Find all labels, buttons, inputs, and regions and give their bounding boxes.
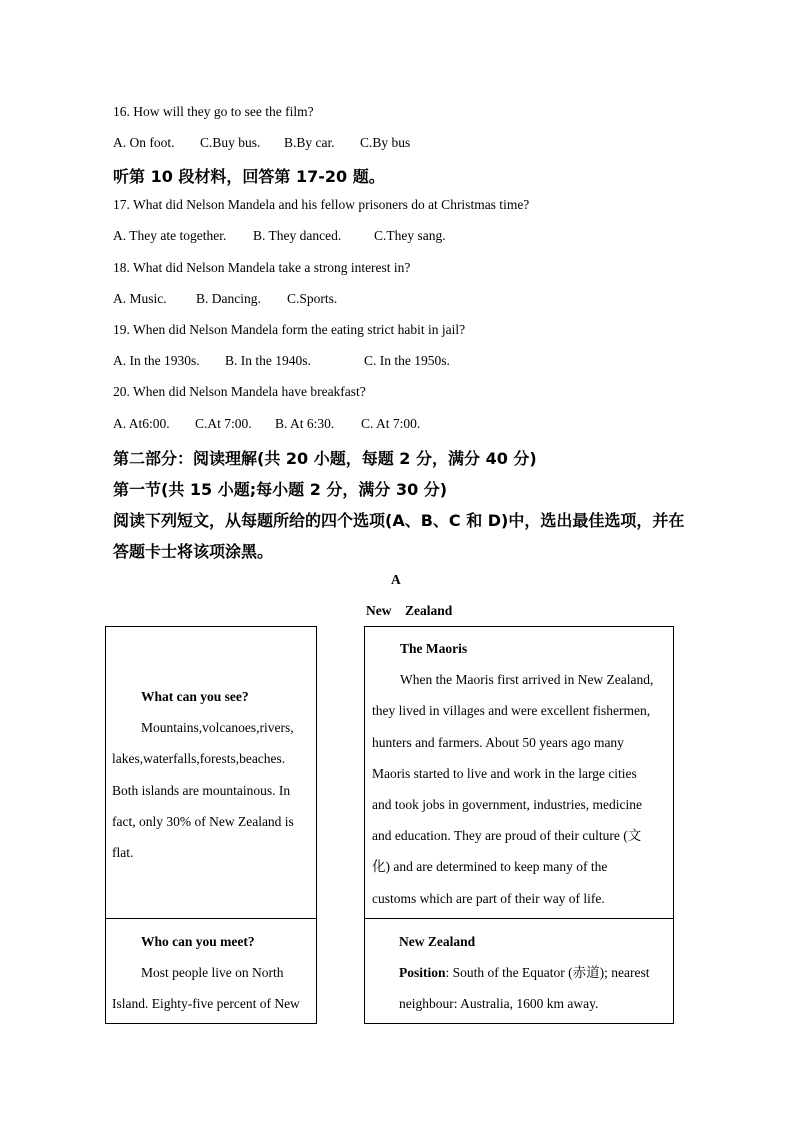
box-line: Both islands are mountainous. In bbox=[112, 782, 291, 798]
option: C.By bus bbox=[360, 135, 411, 150]
box-the-maoris bbox=[364, 626, 674, 919]
question-19: 19. When did Nelson Mandela form the eating strict habit in jail? bbox=[113, 322, 466, 337]
box-line: Most people live on North bbox=[141, 965, 284, 981]
box-line: lakes,waterfalls,forests,beaches. bbox=[112, 751, 286, 767]
instruction-line-2: 答题卡士将该项涂黑。 bbox=[113, 542, 274, 561]
box-line bbox=[399, 957, 673, 988]
passage-title: New Zealand bbox=[366, 603, 453, 618]
box-line: When the Maoris first arrived in New Zealand, bbox=[400, 672, 654, 688]
position-label: Position bbox=[399, 965, 446, 981]
box-line: they lived in villages and were excellent fishermen, bbox=[372, 703, 651, 719]
question-16: 16. How will they go to see the film? bbox=[113, 104, 314, 119]
question-20: 20. When did Nelson Mandela have breakfast? bbox=[113, 384, 366, 399]
box-line: Maoris started to live and work in the large cities bbox=[372, 765, 637, 781]
box-new-zealand bbox=[364, 918, 674, 1024]
option: C.They sang. bbox=[374, 228, 446, 243]
option: B. At 6:30. bbox=[275, 416, 335, 431]
box-line: fact, only 30% of New Zealand is bbox=[112, 813, 294, 829]
position-text: : South of the Equator (赤道); nearest bbox=[445, 965, 650, 981]
box-line: 化) and are determined to keep many of the bbox=[372, 859, 608, 875]
option: B. In the 1940s. bbox=[225, 353, 311, 368]
option: A. In the 1930s. bbox=[113, 353, 200, 368]
option: C.At 7:00. bbox=[195, 416, 252, 431]
option: A. At6:00. bbox=[113, 416, 170, 431]
section-heading-10: 听第 10 段材料，回答第 17-20 题。 bbox=[113, 167, 385, 186]
box-line: hunters and farmers. About 50 years ago many bbox=[372, 734, 624, 750]
box-line: neighbour: Australia, 1600 km away. bbox=[399, 996, 599, 1012]
instruction-line-1: 阅读下列短文，从每题所给的四个选项(A、B、C 和 D)中，选出最佳选项，并在 bbox=[113, 511, 685, 530]
option: C. At 7:00. bbox=[361, 416, 421, 431]
option: B.By car. bbox=[284, 135, 335, 150]
section1-heading: 第一节(共 15 小题;每小题 2 分，满分 30 分) bbox=[113, 480, 448, 499]
question-17: 17. What did Nelson Mandela and his fellow prisoners do at Christmas time? bbox=[113, 197, 530, 212]
option: A. They ate together. bbox=[113, 228, 227, 243]
box-line: Island. Eighty-five percent of New bbox=[112, 996, 300, 1012]
box-title: New Zealand bbox=[399, 934, 476, 949]
option: B. They danced. bbox=[253, 228, 342, 243]
option: A. Music. bbox=[113, 291, 167, 306]
box-line: and took jobs in government, industries, medicine bbox=[372, 797, 642, 813]
box-what-can-you-see bbox=[105, 626, 317, 919]
option: B. Dancing. bbox=[196, 291, 261, 306]
option: C. In the 1950s. bbox=[364, 353, 450, 368]
passage-letter: A bbox=[391, 572, 401, 587]
box-line: flat. bbox=[112, 845, 134, 861]
box-line: Mountains,volcanoes,rivers, bbox=[141, 720, 294, 736]
box-line: customs which are part of their way of life. bbox=[372, 890, 605, 906]
question-18: 18. What did Nelson Mandela take a strong interest in? bbox=[113, 260, 411, 275]
box-who-can-you-meet bbox=[105, 918, 317, 1024]
box-title: What can you see? bbox=[141, 689, 249, 704]
option: C.Sports. bbox=[287, 291, 338, 306]
part2-heading: 第二部分：阅读理解(共 20 小题，每题 2 分，满分 40 分) bbox=[113, 449, 537, 468]
box-title: Who can you meet? bbox=[141, 934, 255, 949]
box-title: The Maoris bbox=[400, 641, 468, 656]
box-line: and education. They are proud of their culture (文 bbox=[372, 828, 642, 844]
option: C.Buy bus. bbox=[200, 135, 261, 150]
option: A. On foot. bbox=[113, 135, 175, 150]
